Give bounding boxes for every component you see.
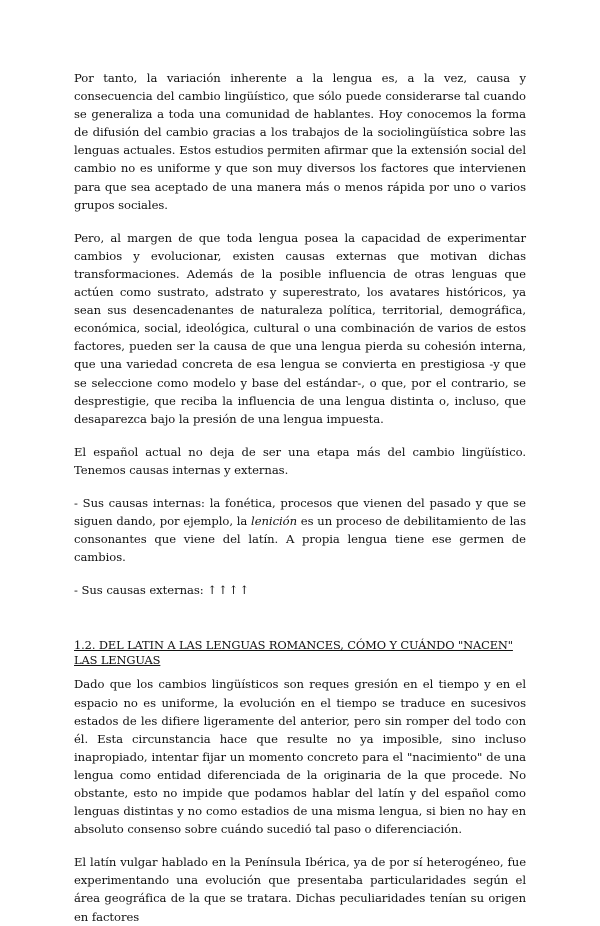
internal-causes-text: - Sus causas internas: la fonética, procesos que vienen del pasado y que se siguen dando, por ejemplo, la [74,495,526,529]
paragraph-vulgar-latin: El latín vulgar hablado en la Península Ibérica, ya de por sí heterogéneo, fue experimentando una evolución que presentaba particularidades según el área geográfica de la que se tratara. Dichas peculiaridades tenían su origen en factores [74,855,526,924]
section-heading: 1.2. DEL LATIN A LAS LENGUAS ROMANCES, CÓMO Y CUÁNDO "NACEN" LAS LENGUAS [74,638,513,668]
up-arrows-icon: ↑↑↑↑ [207,583,251,598]
internal-causes-text-end: es un proceso de debilitamiento de las consonantes que viene del latín. A propia lengua tiene ese germen de cambios. [74,514,526,565]
paragraph-variation: Por tanto, la variación inherente a la lengua es, a la vez, causa y consecuencia del cambio lingüístico, que sólo puede considerarse tal cuando se generaliza a toda una comunidad de hablantes. Hoy conocemos la forma de difusión del cambio gracias a los trabajos de la sociolingüística sobre las lenguas actuales. Estos estudios permiten afirmar que la extensión social del cambio no es uniforme y que son muy diversos los factores que intervienen para que sea aceptado de una manera más o menos rápida por uno o varios grupos sociales. [74,71,526,212]
lenicion-term: lenición [251,514,298,529]
paragraph-external-causes-list [74,581,526,599]
paragraph-external-causes: Pero, al margen de que toda lengua posea la capacidad de experimentar cambios y evolucionar, existen causas externas que motivan dichas transformaciones. Además de la posible influencia de otras lenguas que actúen como sustrato, adstrato y superestrato, los avatares históricos, ya sean sus desencadenantes de naturaleza política, territorial, demográfica, económica, social, ideológica, cultural o una combinación de varios de estos factores, pueden ser la causa de que una lengua pierda su cohesión interna, que una variedad concreta de esa lengua se convierta en prestigiosa -y que se seleccione como modelo y base del estándar-, o que, por el contrario, se desprestigie, que reciba la influencia de una lengua distinta o, incluso, que desaparezca bajo la presión de una lengua impuesta. [74,230,526,426]
paragraph-internal-causes [74,494,526,566]
external-causes-label: - Sus causas externas: [74,583,208,598]
paragraph-language-birth: Dado que los cambios lingüísticos son reques gresión en el tiempo y en el espacio no es uniforme, la evolución en el tiempo se traduce en sucesivos estados de les difiere ligeramente del anterior, pero sin romper del todo con él. Esta circunstancia hace que resulte no ya imposible, sino incluso inapropiado, intentar fijar un momento concreto para el "nacimiento" de una lengua como entidad diferenciada de la originaria de la que procede. No obstante, esto no impide que podamos hablar del latín y del español como lenguas distintas y no como estadios de una misma lengua, si bien no hay en absoluto consenso sobre cuándo sucedió tal paso o diferenciación. [74,677,526,837]
paragraph-spanish-stage: El español actual no deja de ser una etapa más del cambio lingüístico. Tenemos causas internas y externas. [74,444,526,477]
